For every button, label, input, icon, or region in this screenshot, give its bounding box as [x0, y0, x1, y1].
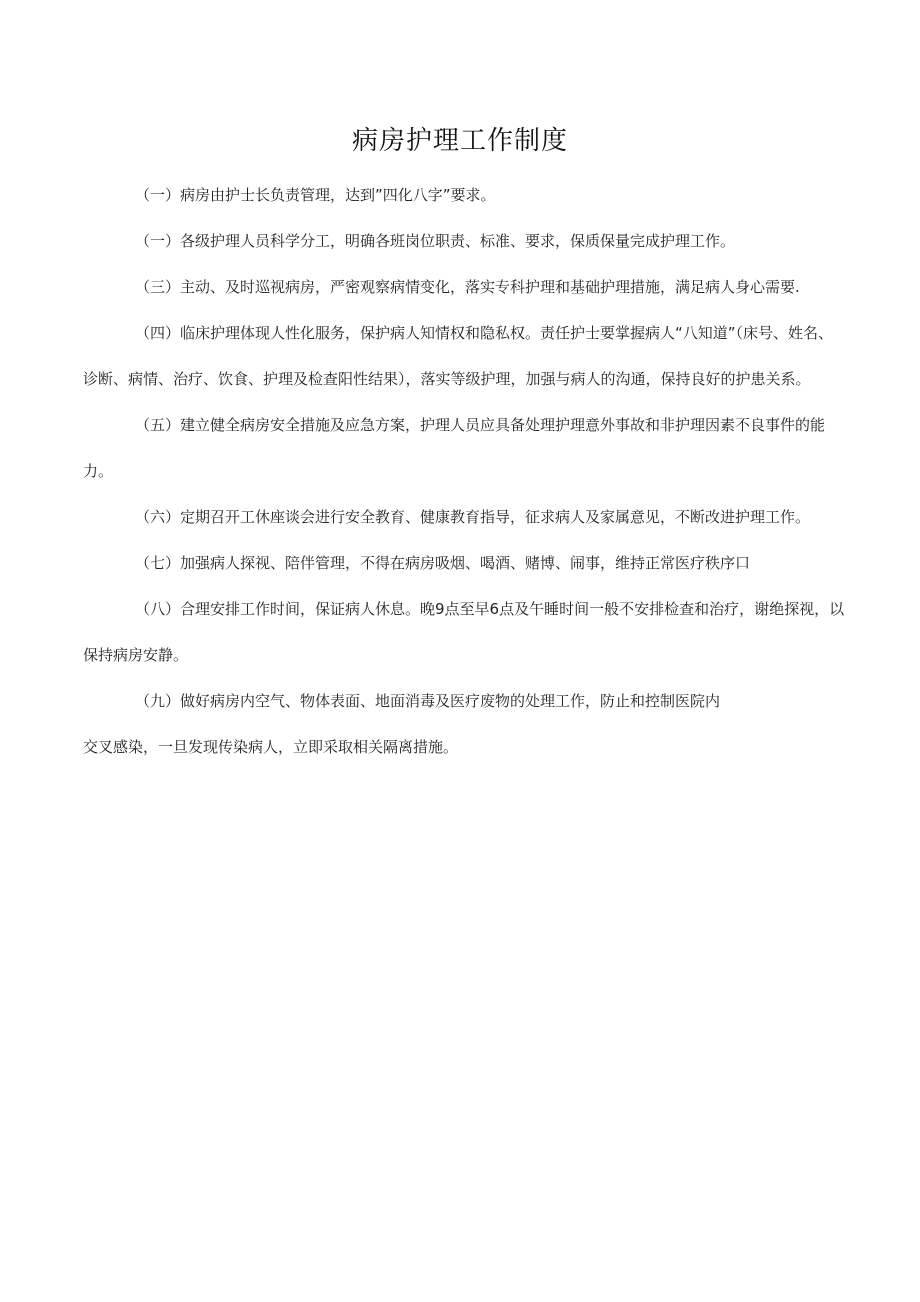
paragraph-6: （六）定期召开工休座谈会进行安全教育、健康教育指导，征求病人及家属意见，不断改进护理工作。: [135, 508, 811, 526]
paragraph-7: （七）加强病人探视、陪伴管理，不得在病房吸烟、喝酒、赌博、闹事，维持正常医疗秩序口: [135, 554, 751, 572]
paragraph-2: （一）各级护理人员科学分工，明确各班岗位职责、标准、要求，保质保量完成护理工作。: [135, 232, 736, 250]
document-body: [83, 172, 845, 770]
paragraph-1: （一）病房由护士长负责管理，达到”四化八字”要求。: [135, 186, 496, 204]
paragraph-8: （八）合理安排工作时间，保证病人休息。晚9点至早6点及午睡时间一般不安排检查和治疗，谢绝探视，以保持病房安静。: [83, 600, 845, 664]
paragraph-3: （三）主动、及时巡视病房，严密观察病情变化，落实专科护理和基础护理措施，满足病人身心需要.: [135, 278, 800, 296]
paragraph-9-continuation: 交叉感染，一旦发现传染病人，立即采取相关隔离措施。: [83, 738, 459, 756]
paragraph-5: （五）建立健全病房安全措施及应急方案，护理人员应具备处理护理意外事故和非护理因素不良事件的能力。: [83, 416, 826, 480]
document-title: 病房护理工作制度: [351, 126, 568, 156]
paragraph-9: （九）做好病房内空气、物体表面、地面消毒及医疗废物的处理工作，防止和控制医院内: [135, 692, 721, 710]
paragraph-4: （四）临床护理体现人性化服务，保护病人知情权和隐私权。责任护士要掌握病人“八知道”（床号、姓名、诊断、病情、治疗、饮食、护理及检查阳性结果），落实等级护理，加强与病人的沟通，保持良好的护患关系。: [83, 324, 834, 388]
